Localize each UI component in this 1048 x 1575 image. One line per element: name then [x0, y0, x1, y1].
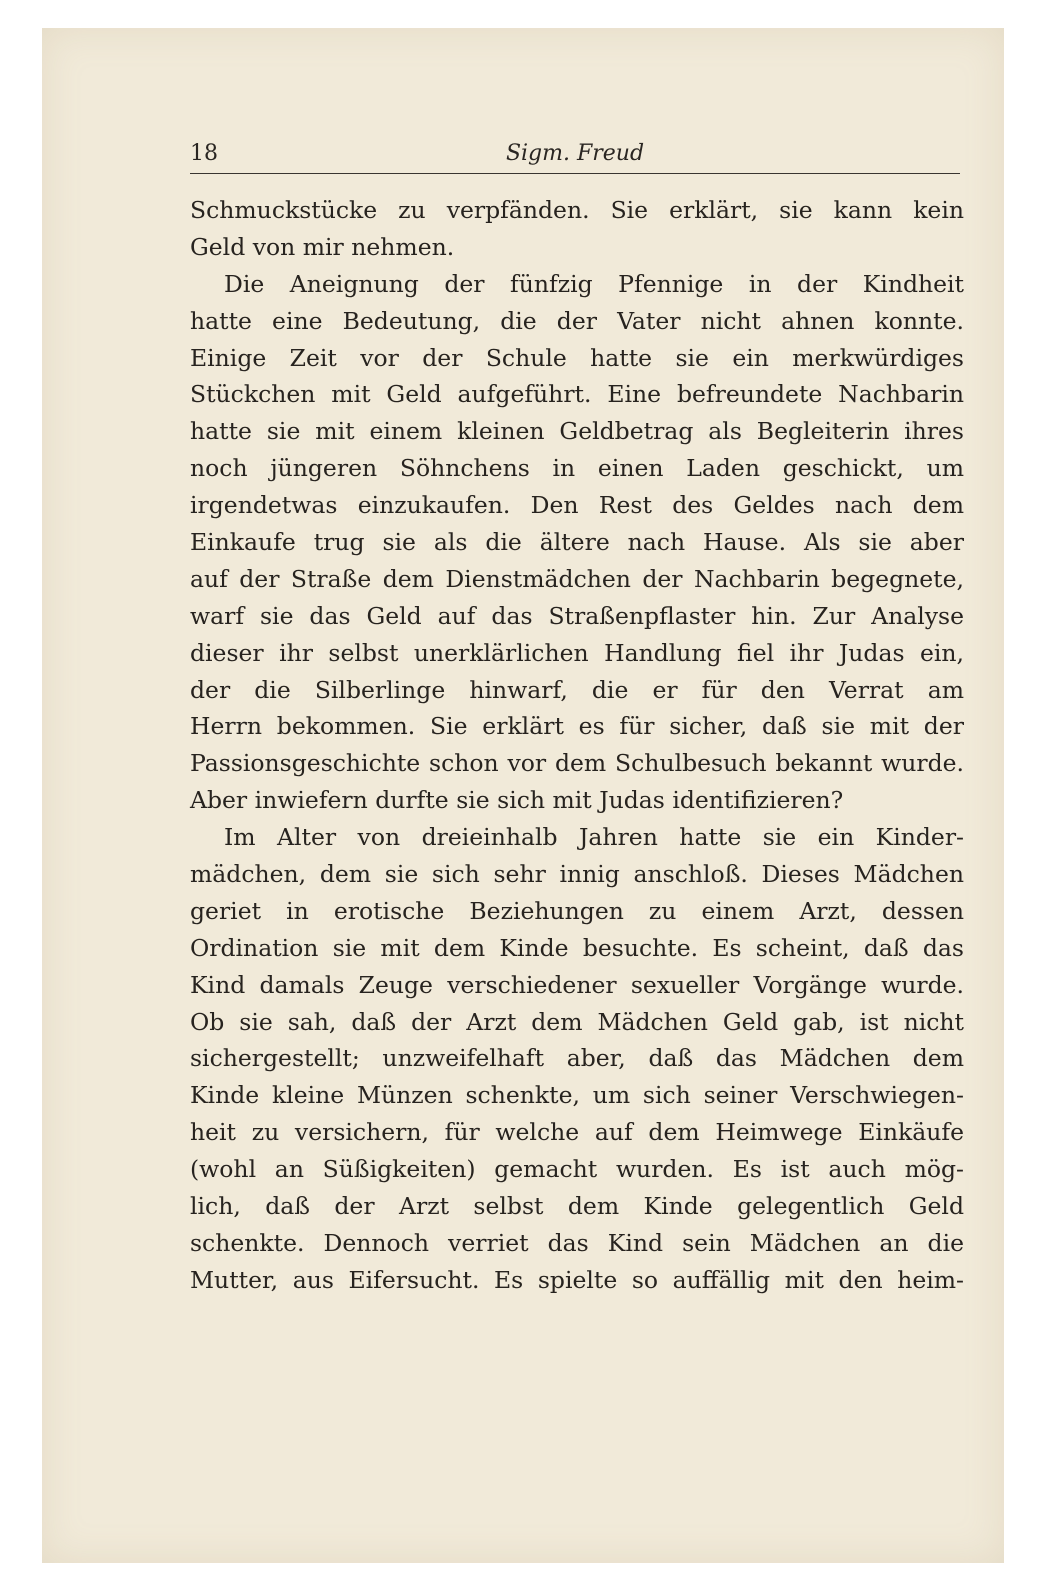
text-line: schenkte. Dennoch verriet das Kind sein Mädchen an die: [190, 1228, 964, 1257]
text-line: sichergestellt; unzweifelhaft aber, daß das Mädchen dem: [190, 1044, 964, 1073]
text-line: dieser ihr selbst unerklärlichen Handlung fiel ihr Judas ein,: [190, 638, 964, 667]
text-line: Einige Zeit vor der Schule hatte sie ein merkwürdiges: [190, 343, 964, 372]
text-line: (wohl an Süßigkeiten) gemacht wurden. Es ist auch mög-: [190, 1155, 964, 1184]
text-line: Passionsgeschichte schon vor dem Schulbesuch bekannt wurde.: [190, 749, 964, 778]
text-line: warf sie das Geld auf das Straßenpflaster hin. Zur Analyse: [190, 601, 964, 630]
text-line: irgendetwas einzukaufen. Den Rest des Geldes nach dem: [190, 491, 964, 520]
text-line: Geld von mir nehmen.: [190, 232, 455, 261]
text-line: Schmuckstücke zu verpfänden. Sie erklärt, sie kann kein: [190, 196, 964, 224]
text-line: Stückchen mit Geld aufgeführt. Eine befreundete Nachbarin: [190, 380, 964, 409]
text-line: Herrn bekommen. Sie erklärt es für sicher, daß sie mit der: [190, 712, 964, 741]
text-line: Die Aneignung der fünfzig Pfennige in der Kindheit: [224, 269, 964, 298]
text-line: Kind damals Zeuge verschiedener sexueller Vorgänge wurde.: [190, 970, 964, 999]
text-line: lich, daß der Arzt selbst dem Kinde gelegentlich Geld: [190, 1192, 964, 1221]
text-line: der die Silberlinge hinwarf, die er für den Verrat am: [190, 675, 964, 704]
text-line: hatte eine Bedeutung, die der Vater nicht ahnen konnte.: [190, 306, 964, 335]
text-line: mädchen, dem sie sich sehr innig anschloß. Dieses Mädchen: [190, 860, 964, 889]
text-line: Aber inwiefern durfte sie sich mit Judas identifizieren?: [190, 786, 844, 815]
text-line: geriet in erotische Beziehungen zu einem Arzt, dessen: [190, 896, 964, 925]
text-line: Mutter, aus Eifersucht. Es spielte so auffällig mit den heim-: [190, 1265, 964, 1294]
running-head-author: Sigm. Freud: [505, 141, 645, 166]
text-line: heit zu versichern, für welche auf dem Heimwege Einkäufe: [190, 1118, 964, 1147]
text-line: noch jüngeren Söhnchens in einen Laden geschickt, um: [190, 454, 964, 483]
running-head: [190, 137, 960, 174]
body-text: [190, 192, 964, 1299]
text-line: auf der Straße dem Dienstmädchen der Nachbarin begegnete,: [190, 564, 964, 593]
text-line: Im Alter von dreieinhalb Jahren hatte sie ein Kinder-: [224, 823, 964, 852]
text-line: Einkaufe trug sie als die ältere nach Hause. Als sie aber: [190, 528, 964, 557]
text-line: hatte sie mit einem kleinen Geldbetrag als Begleiterin ihres: [190, 417, 964, 446]
text-line: Kinde kleine Münzen schenkte, um sich seiner Verschwiegen-: [190, 1081, 964, 1110]
text-line: Ordination sie mit dem Kinde besuchte. Es scheint, daß das: [190, 933, 964, 962]
text-line: Ob sie sah, daß der Arzt dem Mädchen Geld gab, ist nicht: [190, 1007, 964, 1036]
page-number: 18: [190, 141, 218, 166]
